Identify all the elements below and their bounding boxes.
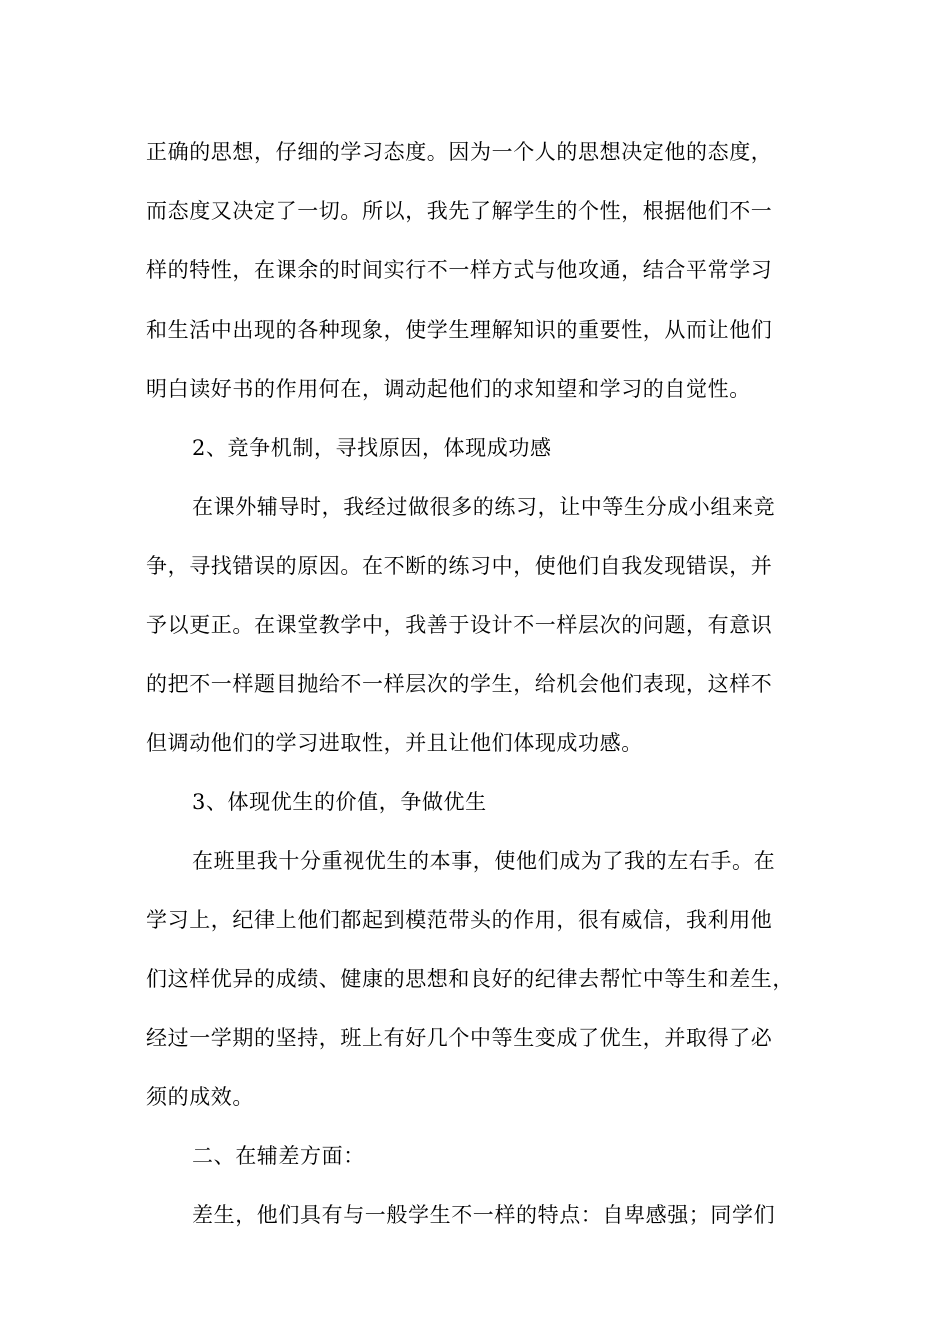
text-line: 争，寻找错误的原因。在不断的练习中，使他们自我发现错误，并 xyxy=(146,554,773,578)
text-line: 须的成效。 xyxy=(146,1085,254,1109)
text-line: 经过一学期的坚持，班上有好几个中等生变成了优生，并取得了必 xyxy=(146,1026,773,1050)
section-heading: 二、在辅差方面： xyxy=(192,1144,365,1168)
text-line: 但调动他们的学习进取性，并且让他们体现成功感。 xyxy=(146,731,643,755)
text-line: 样的特性，在课余的时间实行不一样方式与他攻通，结合平常学习 xyxy=(146,258,773,282)
text-line: 予以更正。在课堂教学中，我善于设计不一样层次的问题，有意识 xyxy=(146,613,773,637)
text-line: 差生，他们具有与一般学生不一样的特点：自卑感强；同学们 xyxy=(192,1203,776,1227)
text-line: 的把不一样题目抛给不一样层次的学生，给机会他们表现，这样不 xyxy=(146,672,773,696)
section-heading: 3、体现优生的价值，争做优生 xyxy=(192,790,487,814)
text-line: 在班里我十分重视优生的本事，使他们成为了我的左右手。在 xyxy=(192,849,776,873)
text-line: 明白读好书的作用何在，调动起他们的求知望和学习的自觉性。 xyxy=(146,377,751,401)
text-line: 正确的思想，仔细的学习态度。因为一个人的思想决定他的态度， xyxy=(146,140,773,164)
text-line: 们这样优异的成绩、健康的思想和良好的纪律去帮忙中等生和差生， xyxy=(146,967,794,991)
section-heading: 2、竞争机制，寻找原因，体现成功感 xyxy=(192,436,552,460)
text-line: 学习上，纪律上他们都起到模范带头的作用，很有威信，我利用他 xyxy=(146,908,773,932)
text-line: 而态度又决定了一切。所以，我先了解学生的个性，根据他们不一 xyxy=(146,199,773,223)
text-line: 在课外辅导时，我经过做很多的练习，让中等生分成小组来竞 xyxy=(192,495,776,519)
text-line: 和生活中出现的各种现象，使学生理解知识的重要性，从而让他们 xyxy=(146,318,773,342)
